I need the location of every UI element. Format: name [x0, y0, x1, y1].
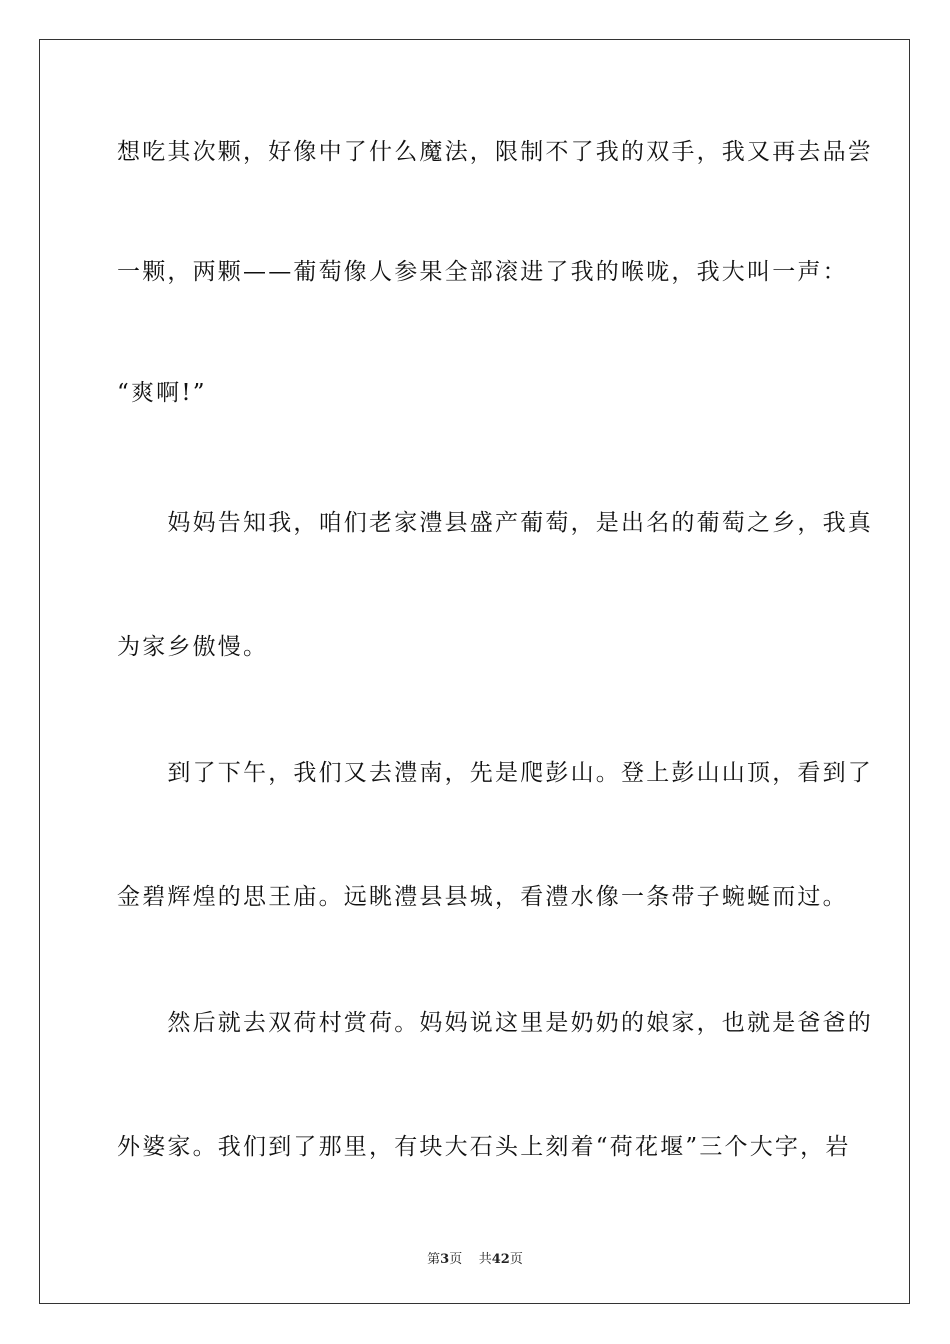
text-line-3: “爽啊!” [117, 380, 207, 406]
text-line-9: 外婆家。我们到了那里，有块大石头上刻着“荷花堰”三个大字，岩 [117, 1134, 851, 1160]
footer-page-current: 3 [440, 1252, 450, 1267]
text-line-4: 妈妈告知我，咱们老家澧县盛产葡萄，是出名的葡萄之乡，我真 [117, 510, 873, 536]
footer-page-total: 42 [491, 1252, 510, 1267]
text-line-7: 金碧辉煌的思王庙。远眺澧县县城，看澧水像一条带子蜿蜒而过。 [117, 884, 848, 910]
footer-total-suffix: 页 [509, 1252, 523, 1267]
text-line-1: 想吃其次颗，好像中了什么魔法，限制不了我的双手，我又再去品尝 [117, 139, 873, 165]
page-footer [0, 1248, 950, 1267]
page-frame [39, 39, 910, 1304]
text-line-2: 一颗，两颗——葡萄像人参果全部滚进了我的喉咙，我大叫一声： [117, 259, 848, 285]
footer-page-suffix: 页 [449, 1252, 463, 1267]
text-line-8: 然后就去双荷村赏荷。妈妈说这里是奶奶的娘家，也就是爸爸的 [117, 1010, 873, 1036]
footer-total-prefix: 共 [478, 1252, 492, 1267]
text-line-6: 到了下午，我们又去澧南，先是爬彭山。登上彭山山顶，看到了 [117, 760, 873, 786]
footer-page-prefix: 第 [427, 1252, 441, 1267]
text-line-5: 为家乡傲慢。 [117, 634, 269, 660]
